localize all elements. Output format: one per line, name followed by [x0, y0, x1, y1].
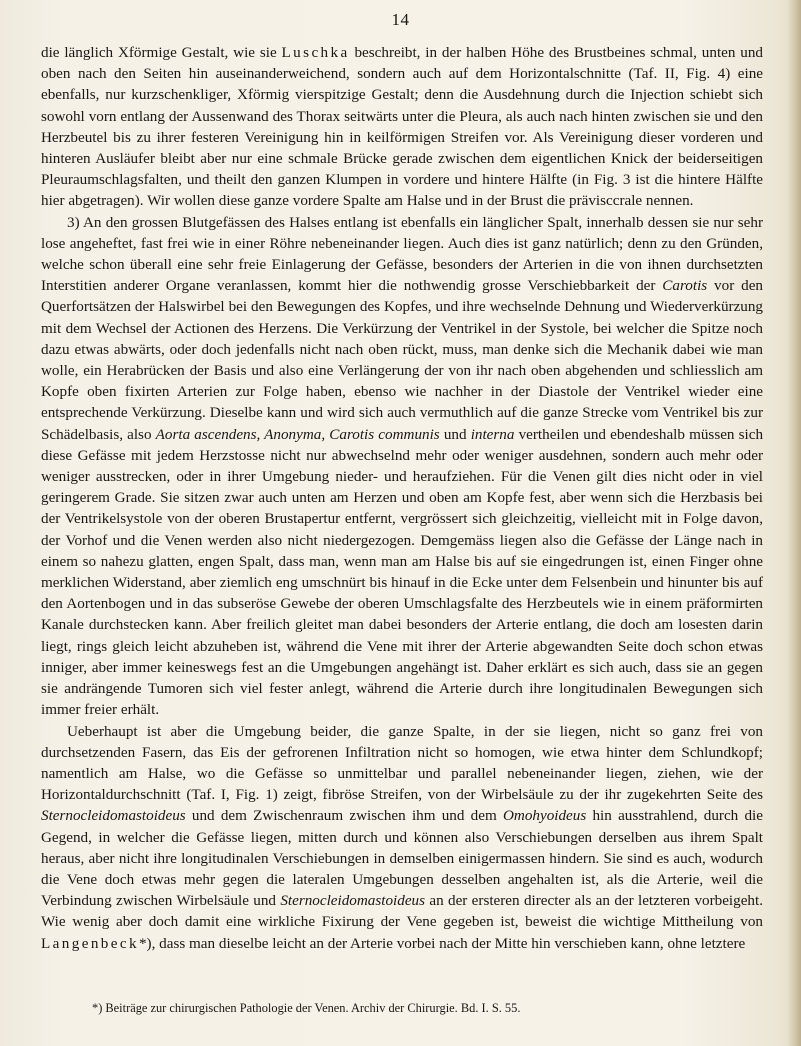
page-edge-shadow: [787, 0, 801, 1046]
text-run: 3) An den grossen Blutgefässen des Halses entlang ist ebenfalls ein länglicher Spalt, innerhalb dessen sie nur sehr lose angeheftet, fast frei wie in einer Röhre nebeneinander liegen. Auch dies ist ganz natürlich; denn zu den Gründen, welche schon überall eine sehr freie Einlagerung der Gefässe, besonders der Arterien in die von ihnen durchsetzten Interstitien anderer Organe veranlassen, kommt hier die nothwendig grosse Verschiebbarkeit der: [41, 213, 763, 295]
page-number: 14: [391, 10, 410, 29]
italic-term: Carotis: [662, 277, 708, 295]
footnote: *) Beiträge zur chirurgischen Pathologie der Venen. Archiv der Chirurgie. Bd. I. S. 55.: [92, 1001, 521, 1015]
text-run: hin ausstrahlend, durch die Gegend, in welcher die Gefässe liegen, mitten durch und können also Verschiebungen derselben aus ihrem Spalt heraus, aber nicht ihre longitudinalen Verschiebungen in demselben einigermassen hindern. Sie sind es auch, wodurch die Vene doch etwas mehr gegen die lateralen Umgebungen desselben angehalten ist, als die Arterie, weil die Verbindung zwischen Wirbelsäule und: [41, 807, 763, 910]
text-run: und dem Zwischenraum zwischen ihm und dem: [185, 807, 503, 825]
italic-term: Sternocleidomastoideus: [41, 807, 186, 825]
text-run: die länglich Xförmige Gestalt, wie sie: [41, 44, 282, 61]
text-run: an der ersteren directer als an der letzteren vorbeigeht. Wie wenig aber doch damit eine wirkliche Fixirung der Vene gegeben ist, beweist die wichtige Mittheilung von: [41, 892, 763, 931]
text-run: und: [439, 425, 471, 443]
text-run: Ueberhaupt ist aber die Umgebung beider, die ganze Spalte, in der sie liegen, nicht so ganz frei von durchsetzenden Fasern, das Eis der gefrorenen Infiltration nicht so homogen, wie etwa hinter dem Schlundkopf; namentlich am Halse, wo die Gefässe so unmittelbar und parallel nebeneinander liegen, ziehen, wie der Horizontaldurchschnitt (Taf. I, Fig. 1) zeigt, fibröse Streifen, von der Wirbelsäule zu der ihr zugekehrten Seite des: [41, 722, 763, 804]
italic-term: Aorta ascendens, Anonyma, Carotis communis: [155, 425, 440, 443]
text-run: vor den Querfortsätzen der Halswirbel bei den Bewegungen des Kopfes, und ihre wechselnde Dehnung und Wiederverkürzung mit dem Wechsel der Actionen des Herzens. Die Verkürzung der Ventrikel in der Systole, bei welcher die Spitze noch dazu etwas abwärts, oder doch jedenfalls nicht nach oben rückt, muss, man denke sich die Mechanik dabei wie man wolle, ein Herabrücken der Basis und also eine Verlängerung der von ihr nach oben abgehenden und schliesslich am Kopfe oben fixirten Arterien zur Folge haben, ebenso wie nachher in der Diastole der Ventrikel wieder eine entsprechende Verkürzung. Dieselbe kann und wird sich auch vermuthlich auf die ganze Strecke vom Ventrikel bis zur Schädelbasis, also: [41, 277, 763, 443]
paragraph: [41, 721, 763, 954]
body-text: [41, 42, 763, 954]
text-run: beschreibt, in der halben Höhe des Brustbeines schmal, unten und oben nach den Seiten hin auseinanderweichend, sondern auch auf dem Horizontalschnitte (Taf. II, Fig. 4) eine ebenfalls, nur kurzschenkliger, Xförmig vierspitzige Gestalt; denn die Ausdehnung durch die Injection schiebt sich sowohl vorn entlang der Aussenwand des Thorax seitwärts unter die Pleura, als auch nach hinten zwischen sie und den Herzbeutel bis zu ihrer festeren Vereinigung hin in keilförmigen Streifen vor. Als Vereinigung dieser vorderen und hinteren Ausläufer bleibt aber nur eine schmale Brücke gerade zwischen dem eigentlichen Knick der beiderseitigen Pleuraumschlagsfalten, und theilt den ganzen Klumpen in vordere und hintere Hälfte (in Fig. 3 ist die hintere Hälfte hier abgetragen). Wir wollen diese ganze vordere Spalte am Halse und in der Brust die prävisccrale nennen.: [41, 44, 763, 210]
paragraph: [41, 212, 763, 721]
text-run: *), dass man dieselbe leicht an der Arterie vorbei nach der Mitte hin verschieben kann, ohne letztere: [138, 934, 746, 952]
author-name: Langenbeck: [41, 934, 139, 952]
italic-term: Sternocleidomastoideus: [280, 892, 426, 910]
paragraph: [41, 42, 763, 212]
italic-term: Omohyoideus: [502, 807, 587, 825]
text-run: vertheilen und ebendeshalb müssen sich diese Gefässe mit jedem Herzstosse nicht nur abwechselnd mehr oder weniger ausdehnen, sondern auch mehr oder weniger ausstrecken, oder in ihrer Umgebung nieder- und heraufziehen. Für die Venen gilt dies nicht oder in viel geringerem Grade. Sie sitzen zwar auch unten am Herzen und oben am Kopfe fest, aber wenn sich die Herzbasis bei der Ventrikelsystole von der oberen Brustapertur entfernt, vergrössert sich gleichzeitig, vielleicht mit in Folge davon, der Vorhof und die Venen werden also nicht niedergezogen. Demgemäss liegen also die Gefässe der Länge nach in einem so nahezu glatten, engen Spalt, dass man, wenn man am Halse bis auf sie eingedrungen ist, einen Finger ohne merklichen Widerstand, aber ziemlich eng umschnürt bis hinauf in die Ecke unter dem Felsenbein und hinunter bis auf den Aortenbogen und in das subseröse Gewebe der oberen Umschlagsfalte des Herzbeutels wie in einem präformirten Kanale durchstecken kann. Aber freilich gleitet man dabei besonders der Arterie entlang, die doch am losesten darin liegt, rings gleich leicht abzuheben ist, während die Vene mit ihrer der Arterie abgewandten Seite doch schon etwas inniger, aber immer keineswegs fest an die Umgebungen angehängt ist. Daher erklärt es sich auch, dass sie an gegen sie andrängende Tumoren sich viel fester anlegt, während die Arterie durch ihre longitudinalen Bewegungen sich immer freier erhält.: [41, 425, 764, 719]
author-name: Luschka: [281, 44, 350, 61]
italic-term: interna: [470, 425, 515, 443]
